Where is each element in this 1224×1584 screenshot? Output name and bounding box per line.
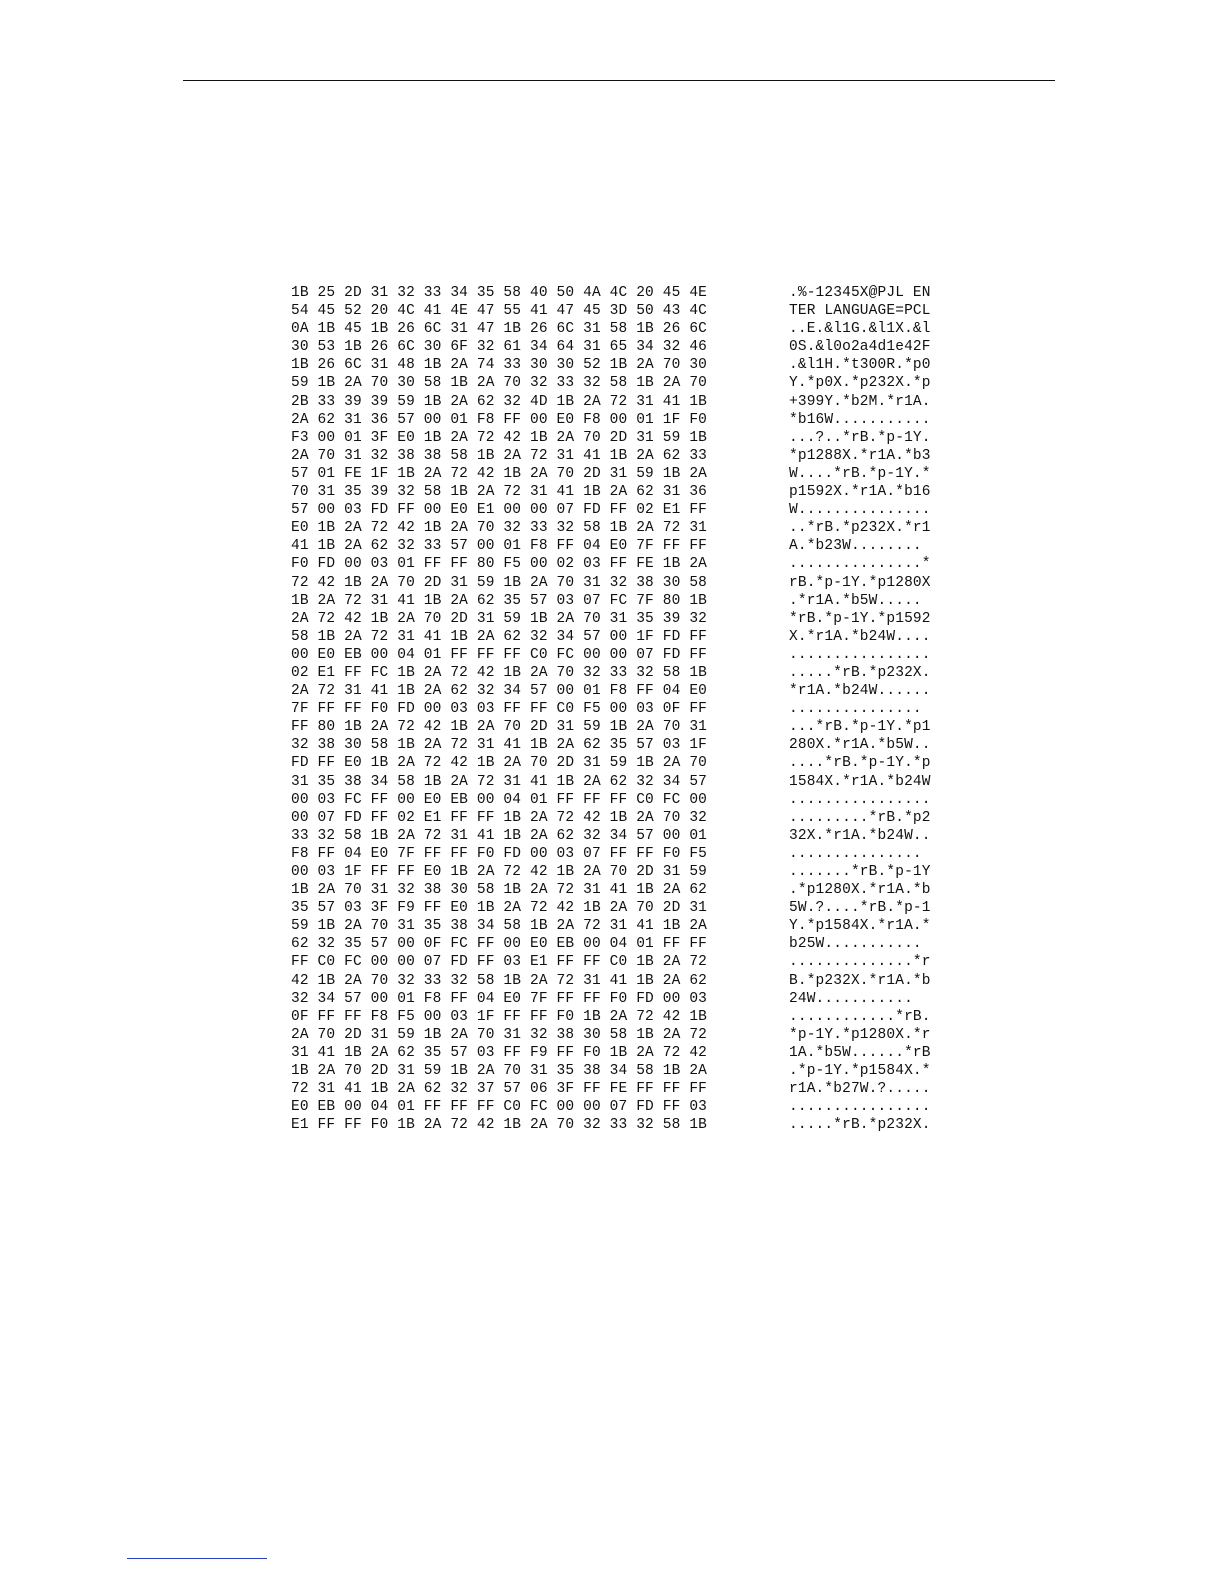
ascii-line: Y.*p0X.*p232X.*p	[789, 375, 931, 392]
hex-line: 1B 25 2D 31 32 33 34 35 58 40 50 4A 4C 20 45 4E	[291, 285, 708, 301]
ascii-line: 1A.*b5W......*rB	[789, 1044, 931, 1061]
ascii-line: 24W...........	[789, 990, 913, 1007]
ascii-line: *rB.*p-1Y.*p1592	[789, 610, 931, 627]
ascii-line: A.*b23W........	[789, 538, 922, 555]
hex-line: 2A 62 31 36 57 00 01 F8 FF 00 E0 F8 00 01 1F F0	[291, 411, 708, 428]
hex-line: 00 03 FC FF 00 E0 EB 00 04 01 FF FF FF C0 FC 00	[291, 791, 708, 808]
hex-line: E0 1B 2A 72 42 1B 2A 70 32 33 32 58 1B 2A 72 31	[291, 520, 708, 537]
hex-line: 2A 72 31 41 1B 2A 62 32 34 57 00 01 F8 FF 04 E0	[291, 683, 708, 700]
ascii-line: .*p1280X.*r1A.*b	[789, 882, 931, 899]
hex-line: 1B 26 6C 31 48 1B 2A 74 33 30 30 52 1B 2A 70 30	[291, 357, 708, 374]
hex-line: E0 EB 00 04 01 FF FF FF C0 FC 00 00 07 FD FF 03	[291, 1099, 708, 1116]
ascii-line: *p-1Y.*p1280X.*r	[789, 1026, 931, 1043]
ascii-line: b25W...........	[789, 936, 922, 953]
hex-line: 30 53 1B 26 6C 30 6F 32 61 34 64 31 65 34 32 46	[291, 339, 708, 356]
hex-line: 7F FF FF F0 FD 00 03 03 FF FF C0 F5 00 03 0F FF	[291, 701, 708, 718]
hex-line: 32 34 57 00 01 F8 FF 04 E0 7F FF FF F0 FD 00 03	[291, 990, 708, 1007]
ascii-line: ..E.&l1G.&l1X.&l	[789, 321, 931, 338]
ascii-line: ............*rB.	[789, 1008, 931, 1025]
hex-line: 57 01 FE 1F 1B 2A 72 42 1B 2A 70 2D 31 59 1B 2A	[291, 465, 708, 482]
ascii-line: *b16W...........	[789, 411, 931, 428]
hex-line: 00 07 FD FF 02 E1 FF FF 1B 2A 72 42 1B 2A 70 32	[291, 809, 708, 826]
ascii-line: .........*rB.*p2	[789, 809, 931, 826]
ascii-line: .%-12345X@PJL EN	[789, 285, 931, 301]
ascii-line: ...............	[789, 701, 922, 718]
ascii-line: rB.*p-1Y.*p1280X	[789, 574, 931, 591]
footnote-rule	[127, 1558, 267, 1559]
ascii-line: ...............*	[789, 556, 931, 573]
hex-line: FF C0 FC 00 00 07 FD FF 03 E1 FF FF C0 1B 2A 72	[291, 954, 708, 971]
ascii-line: ...?..*rB.*p-1Y.	[789, 429, 931, 446]
hex-line: 57 00 03 FD FF 00 E0 E1 00 00 07 FD FF 02 E1 FF	[291, 502, 708, 519]
hex-line: 1B 2A 70 2D 31 59 1B 2A 70 31 35 38 34 58 1B 2A	[291, 1063, 708, 1080]
hex-line: 2A 70 2D 31 59 1B 2A 70 31 32 38 30 58 1B 2A 72	[291, 1026, 708, 1043]
ascii-line: ................	[789, 646, 931, 663]
ascii-line: X.*r1A.*b24W....	[789, 628, 931, 645]
ascii-line: B.*p232X.*r1A.*b	[789, 972, 931, 989]
hex-line: 0A 1B 45 1B 26 6C 31 47 1B 26 6C 31 58 1B 26 6C	[291, 321, 708, 338]
hex-line: 2A 72 42 1B 2A 70 2D 31 59 1B 2A 70 31 35 39 32	[291, 610, 708, 627]
ascii-line: ....*rB.*p-1Y.*p	[789, 755, 931, 772]
ascii-line: TER LANGUAGE=PCL	[789, 303, 931, 320]
hex-line: 54 45 52 20 4C 41 4E 47 55 41 47 45 3D 50 43 4C	[291, 303, 708, 320]
hex-line: FF 80 1B 2A 72 42 1B 2A 70 2D 31 59 1B 2A 70 31	[291, 719, 708, 736]
ascii-line: *p1288X.*r1A.*b3	[789, 447, 931, 464]
hex-line: 31 35 38 34 58 1B 2A 72 31 41 1B 2A 62 32 34 57	[291, 773, 708, 790]
ascii-line: .....*rB.*p232X.	[789, 664, 931, 681]
hex-line: 31 41 1B 2A 62 35 57 03 FF F9 FF F0 1B 2A 72 42	[291, 1044, 708, 1061]
ascii-line: .&l1H.*t300R.*p0	[789, 357, 931, 374]
ascii-line: 5W.?....*rB.*p-1	[789, 900, 931, 917]
hex-bytes-column	[291, 284, 707, 1134]
ascii-line: ................	[789, 791, 931, 808]
ascii-line: Y.*p1584X.*r1A.*	[789, 918, 931, 935]
hex-line: 1B 2A 70 31 32 38 30 58 1B 2A 72 31 41 1B 2A 62	[291, 882, 708, 899]
hex-line: 32 38 30 58 1B 2A 72 31 41 1B 2A 62 35 57 03 1F	[291, 737, 708, 754]
header-rule	[183, 80, 1055, 81]
ascii-line: ..*rB.*p232X.*r1	[789, 520, 931, 537]
ascii-line: *r1A.*b24W......	[789, 683, 931, 700]
hex-line: E1 FF FF F0 1B 2A 72 42 1B 2A 70 32 33 32 58 1B	[291, 1117, 708, 1134]
ascii-line: 1584X.*r1A.*b24W	[789, 773, 931, 790]
hex-line: F3 00 01 3F E0 1B 2A 72 42 1B 2A 70 2D 31 59 1B	[291, 429, 708, 446]
ascii-line: p1592X.*r1A.*b16	[789, 484, 931, 501]
ascii-line: ...*rB.*p-1Y.*p1	[789, 719, 931, 736]
ascii-line: 32X.*r1A.*b24W..	[789, 827, 931, 844]
ascii-line: .*p-1Y.*p1584X.*	[789, 1063, 931, 1080]
hex-line: F8 FF 04 E0 7F FF FF F0 FD 00 03 07 FF FF F0 F5	[291, 845, 708, 862]
ascii-line: ...............	[789, 845, 922, 862]
hex-line: 41 1B 2A 62 32 33 57 00 01 F8 FF 04 E0 7F FF FF	[291, 538, 708, 555]
ascii-line: ..............*r	[789, 954, 931, 971]
hex-line: 2B 33 39 39 59 1B 2A 62 32 4D 1B 2A 72 31 41 1B	[291, 393, 708, 410]
hex-line: 58 1B 2A 72 31 41 1B 2A 62 32 34 57 00 1F FD FF	[291, 628, 708, 645]
hex-line: FD FF E0 1B 2A 72 42 1B 2A 70 2D 31 59 1B 2A 70	[291, 755, 708, 772]
hex-line: 72 42 1B 2A 70 2D 31 59 1B 2A 70 31 32 38 30 58	[291, 574, 708, 591]
hex-line: 35 57 03 3F F9 FF E0 1B 2A 72 42 1B 2A 70 2D 31	[291, 900, 708, 917]
ascii-line: W....*rB.*p-1Y.*	[789, 465, 931, 482]
hex-line: 02 E1 FF FC 1B 2A 72 42 1B 2A 70 32 33 32 58 1B	[291, 664, 708, 681]
ascii-line: 280X.*r1A.*b5W..	[789, 737, 931, 754]
hex-line: 00 03 1F FF FF E0 1B 2A 72 42 1B 2A 70 2D 31 59	[291, 864, 708, 880]
ascii-line: W...............	[789, 502, 931, 519]
ascii-line: r1A.*b27W.?.....	[789, 1081, 931, 1098]
ascii-line: .......*rB.*p-1Y	[789, 864, 931, 880]
ascii-line: +399Y.*b2M.*r1A.	[789, 393, 931, 410]
ascii-line: .*r1A.*b5W.....	[789, 592, 922, 609]
ascii-line: ................	[789, 1099, 931, 1116]
hex-line: 1B 2A 72 31 41 1B 2A 62 35 57 03 07 FC 7F 80 1B	[291, 592, 708, 609]
ascii-text-column	[789, 284, 931, 1134]
ascii-line: .....*rB.*p232X.	[789, 1117, 931, 1134]
hex-line: 62 32 35 57 00 0F FC FF 00 E0 EB 00 04 01 FF FF	[291, 936, 708, 953]
ascii-line: 0S.&l0o2a4d1e42F	[789, 339, 931, 356]
hex-line: 42 1B 2A 70 32 33 32 58 1B 2A 72 31 41 1B 2A 62	[291, 972, 708, 989]
hex-line: 59 1B 2A 70 31 35 38 34 58 1B 2A 72 31 41 1B 2A	[291, 918, 708, 935]
hex-line: 72 31 41 1B 2A 62 32 37 57 06 3F FF FE FF FF FF	[291, 1081, 708, 1098]
hex-line: 2A 70 31 32 38 38 58 1B 2A 72 31 41 1B 2A 62 33	[291, 447, 708, 464]
hex-line: 70 31 35 39 32 58 1B 2A 72 31 41 1B 2A 62 31 36	[291, 484, 708, 501]
hex-line: 00 E0 EB 00 04 01 FF FF FF C0 FC 00 00 07 FD FF	[291, 646, 708, 663]
hex-line: F0 FD 00 03 01 FF FF 80 F5 00 02 03 FF FE 1B 2A	[291, 556, 708, 573]
hex-line: 0F FF FF F8 F5 00 03 1F FF FF F0 1B 2A 72 42 1B	[291, 1008, 708, 1025]
hex-line: 33 32 58 1B 2A 72 31 41 1B 2A 62 32 34 57 00 01	[291, 827, 708, 844]
hex-line: 59 1B 2A 70 30 58 1B 2A 70 32 33 32 58 1B 2A 70	[291, 375, 708, 392]
